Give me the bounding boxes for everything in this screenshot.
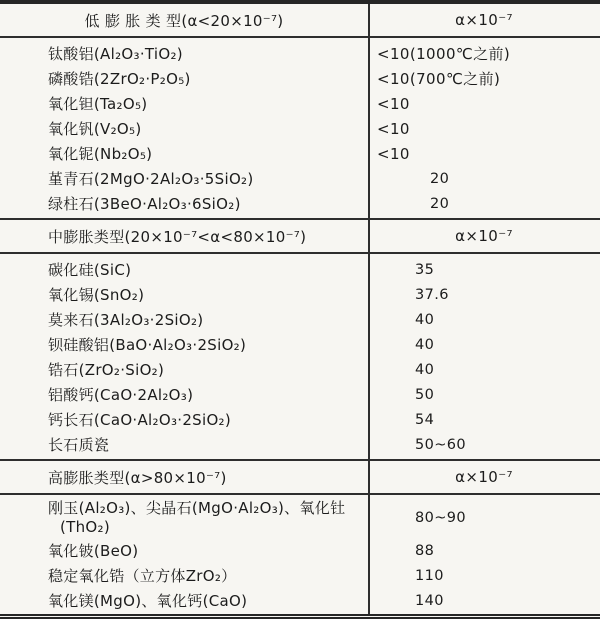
value-cell: 88 <box>415 542 435 559</box>
value-cell: 37.6 <box>415 286 449 303</box>
material-cell: 氧化钽(Ta₂O₅) <box>48 95 148 113</box>
value-cell: 140 <box>415 592 444 609</box>
value-cell: 35 <box>415 261 435 278</box>
table-row <box>0 538 600 563</box>
material-cell: 钡硅酸铝(BaO·Al₂O₃·2SiO₂) <box>48 336 247 354</box>
table-row <box>0 588 600 613</box>
table-row <box>0 498 600 538</box>
section-title: 低 膨 胀 类 型(α<20×10⁻⁷) <box>84 11 284 30</box>
section-header-medium-expansion <box>0 218 600 254</box>
column-divider-rule <box>368 4 370 614</box>
value-cell: 54 <box>415 411 435 428</box>
material-cell: 稳定氧化锆（立方体ZrO₂） <box>48 567 237 585</box>
table-row <box>0 66 600 91</box>
high-expansion-rows <box>0 495 600 614</box>
material-cell: 磷酸锆(2ZrO₂·P₂O₅) <box>48 70 191 88</box>
table-row <box>0 432 600 457</box>
material-cell: 钙长石(CaO·Al₂O₃·2SiO₂) <box>48 411 232 429</box>
table-row <box>0 191 600 216</box>
alpha-column-header: α×10⁻⁷ <box>455 468 513 486</box>
material-cell: 氧化钒(V₂O₅) <box>48 120 142 138</box>
material-cell: 氧化铍(BeO) <box>48 542 139 560</box>
value-cell: 80~90 <box>415 510 467 526</box>
value-cell: <10 <box>377 94 410 113</box>
value-cell: 40 <box>415 336 435 353</box>
value-cell: <10 <box>377 144 410 163</box>
section-header-low-expansion <box>0 4 600 38</box>
value-cell: 20 <box>430 170 450 187</box>
material-cell: 锆石(ZrO₂·SiO₂) <box>48 361 165 379</box>
low-expansion-rows <box>0 38 600 218</box>
alpha-column-header: α×10⁻⁷ <box>455 227 513 245</box>
value-cell: <10 <box>377 119 410 138</box>
medium-expansion-rows <box>0 254 600 459</box>
table-row <box>0 141 600 166</box>
material-cell: 莫来石(3Al₂O₃·2SiO₂) <box>48 311 204 329</box>
table-row <box>0 332 600 357</box>
table-row <box>0 41 600 66</box>
section-title: 中膨胀类型(20×10⁻⁷<α<80×10⁻⁷) <box>48 227 307 246</box>
value-cell: 50~60 <box>415 436 467 453</box>
value-cell: 50 <box>415 386 435 403</box>
value-cell: 40 <box>415 361 435 378</box>
material-cell: 刚玉(Al₂O₃)、尖晶石(MgO·Al₂O₃)、氧化钍 (ThO₂) <box>48 499 346 536</box>
table-row <box>0 116 600 141</box>
section-header-high-expansion <box>0 459 600 495</box>
value-cell: <10(1000℃之前) <box>377 45 511 63</box>
table-row <box>0 407 600 432</box>
material-cell: 氧化锡(SnO₂) <box>48 286 145 304</box>
table-row <box>0 357 600 382</box>
material-cell: 氧化镁(MgO)、氧化钙(CaO) <box>48 592 248 610</box>
table-row <box>0 257 600 282</box>
table-row <box>0 382 600 407</box>
material-cell: 碳化硅(SiC) <box>48 261 132 279</box>
value-cell: 20 <box>430 195 450 212</box>
material-cell: 绿柱石(3BeO·Al₂O₃·6SiO₂) <box>48 195 241 213</box>
material-cell: 铝酸钙(CaO·2Al₂O₃) <box>48 386 194 404</box>
value-cell: 110 <box>415 567 444 584</box>
value-cell: 40 <box>415 311 435 328</box>
table-row <box>0 307 600 332</box>
value-cell: <10(700℃之前) <box>377 70 501 88</box>
material-cell: 钛酸铝(Al₂O₃·TiO₂) <box>48 45 183 63</box>
alpha-column-header: α×10⁻⁷ <box>455 11 513 29</box>
table-row <box>0 166 600 191</box>
table-row <box>0 282 600 307</box>
section-title: 高膨胀类型(α>80×10⁻⁷) <box>48 468 227 487</box>
material-cell: 氧化铌(Nb₂O₅) <box>48 145 153 163</box>
table-row <box>0 91 600 116</box>
material-cell: 长石质瓷 <box>48 436 110 454</box>
table-row <box>0 563 600 588</box>
material-cell: 堇青石(2MgO·2Al₂O₃·5SiO₂) <box>48 170 254 188</box>
